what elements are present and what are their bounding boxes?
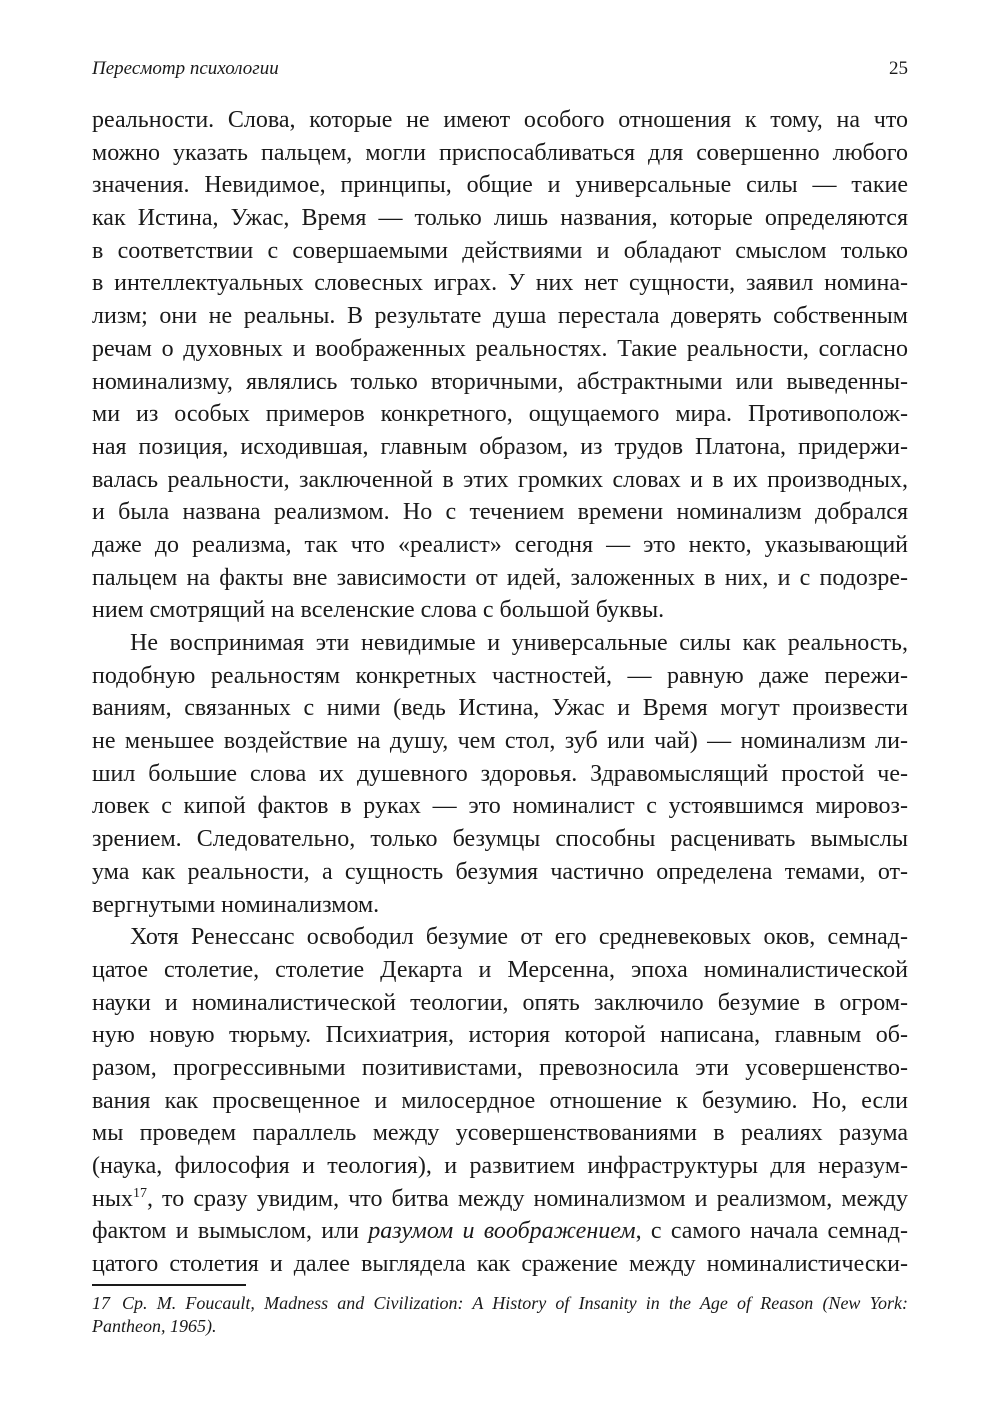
text-segment: , с самого начала семнад- [635, 1218, 909, 1245]
footnote-line: Pantheon, 1965). [92, 1316, 217, 1336]
body-text [92, 104, 908, 1281]
text-line: разом, прогрессивными позитивистами, превозносила эти усовершенство- [92, 1054, 908, 1081]
text-line: цатое столетие, столетие Декарта и Мерсенна, эпоха номиналистической [92, 956, 908, 983]
footnote-text: Ср. M. Foucault, Madness and Civilization: A History of Insanity in the Age of Reason (New York: [122, 1293, 908, 1313]
text-line: пальцем на факты вне зависимости от идей, заложенных в них, и с подозре- [92, 564, 908, 591]
page-number: 25 [889, 58, 908, 79]
text-line: ума как реальности, а сущность безумия частично определена темами, от- [92, 858, 908, 885]
paragraph [92, 921, 908, 1281]
text-line: валась реальности, заключенной в этих громких словах и в их производных, [92, 466, 908, 493]
text-line: как Истина, Ужас, Время — только лишь названия, которые определяются [92, 205, 908, 232]
text-line [92, 1183, 908, 1216]
text-line: Не воспринимая эти невидимые и универсальные силы как реальность, [130, 630, 908, 656]
text-line: ваниям, связанных с ними (ведь Истина, Ужас и Время могут произвести [92, 695, 908, 722]
paragraph [92, 627, 908, 921]
running-title: Пересмотр психологии [92, 58, 279, 79]
text-line: шил большие слова их душевного здоровья. Здравомыслящий простой че- [92, 760, 908, 787]
text-line: речам о духовных и воображенных реальностях. Такие реальности, согласно [92, 335, 908, 362]
footnote-number: 17 [92, 1293, 110, 1313]
text-line: вания как просвещенное и милосердное отношение к безумию. Но, если [92, 1087, 908, 1114]
text-line: подобную реальностям конкретных частностей, — равную даже пережи- [92, 662, 908, 689]
text-line: значения. Невидимое, принципы, общие и универсальные силы — такие [92, 172, 908, 199]
text-segment: ных [92, 1185, 133, 1212]
text-line: в интеллектуальных словесных играх. У них нет сущности, заявил номина- [92, 270, 908, 297]
text-line: ную новую тюрьму. Психиатрия, история которой написана, главным об- [92, 1022, 908, 1049]
footnote-line [92, 1292, 908, 1315]
footnote-reference[interactable]: 17 [132, 1185, 147, 1201]
text-line: номинализму, являлись только вторичными, абстрактными или выведенны- [92, 368, 908, 395]
text-line: ловек с кипой фактов в руках — это номиналист с устоявшимся мировоз- [92, 793, 908, 820]
text-line: зрением. Следовательно, только безумцы способны расценивать вымыслы [92, 826, 908, 853]
text-line: и была названа реализмом. Но с течением времени номинализм добрался [92, 499, 908, 526]
text-line: ная позиция, исходившая, главным образом, из трудов Платона, придержи- [92, 433, 908, 460]
text-line: науки и номиналистической теологии, опять заключило безумие в огром- [92, 989, 908, 1016]
text-line: цатого столетия и далее выглядела как сражение между номиналистически- [92, 1251, 908, 1278]
text-line: лизм; они не реальны. В результате душа перестала доверять собственным [92, 303, 908, 330]
text-line: ми из особых примеров конкретного, ощущаемого мира. Противополож- [92, 401, 908, 428]
text-line: (наука, философия и теология), и развитием инфраструктуры для неразум- [92, 1153, 908, 1179]
text-segment: фактом и вымыслом, или [92, 1218, 369, 1245]
text-line: Хотя Ренессанс освободил безумие от его средневековых оков, семнад- [130, 924, 908, 951]
text-line: в соответствии с совершаемыми действиями и обладают смыслом только [92, 237, 908, 264]
text-line: вергнутыми номинализмом. [92, 891, 380, 918]
text-line: даже до реализма, так что «реалист» сегодня — это некто, указывающий [92, 531, 908, 558]
emphasis-text: разумом и воображением [368, 1218, 636, 1245]
text-segment: , то сразу увидим, что битва между номинализмом и реализмом, между [146, 1185, 908, 1212]
paragraph [92, 104, 908, 627]
text-line: реальности. Слова, которые не имеют особого отношения к тому, на что [92, 107, 908, 133]
text-line: мы проведем параллель между усовершенствованиями в реалиях разума [92, 1120, 908, 1147]
text-line: не меньшее воздействие на душу, чем стол, зуб или чай) — номинализм ли- [92, 728, 908, 755]
footnote [92, 1292, 908, 1338]
text-line: можно указать пальцем, могли приспосабливаться для совершенно любого [92, 139, 908, 166]
text-line: нием смотрящий на вселенские слова с большой буквы. [92, 597, 665, 624]
text-line [92, 1215, 908, 1248]
running-header [92, 58, 908, 86]
footnote-divider [92, 1284, 246, 1286]
